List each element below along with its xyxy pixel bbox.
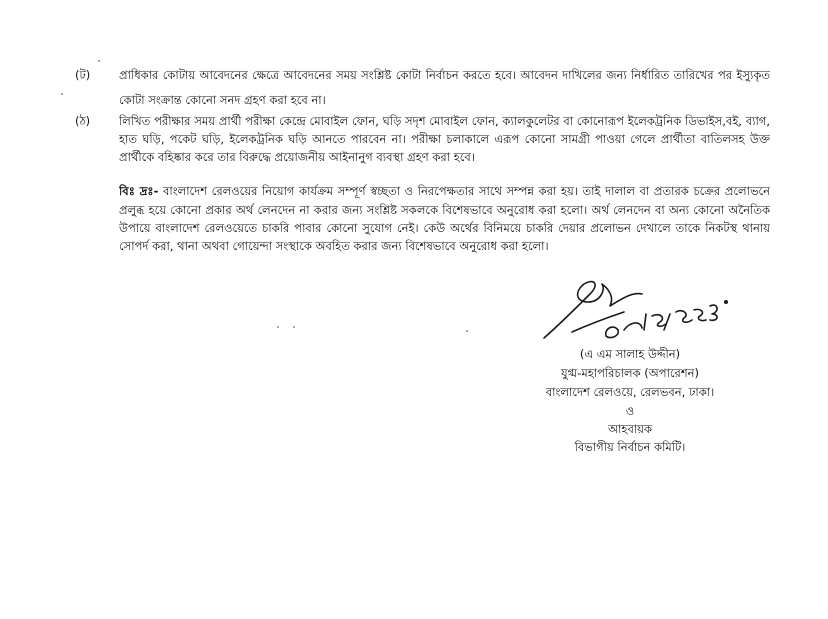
notice-first-line xyxy=(119,183,770,199)
clause-text-line: হাত ঘড়ি, পকেট ঘড়ি, ইলেকট্রনিক ঘড়ি আনতে পারবেন না। পরীক্ষা চলাকালে এরূপ কোনো সামগ্রী পাওয়া গেলে প্রার্থীতা বাতিলসহ উক্ত xyxy=(119,132,770,146)
clause-marker: (ট) xyxy=(75,68,91,82)
notice-text-line: সোপর্দ করা, থানা অথবা গোয়েন্দা সংস্থাকে অবহিত করার জন্য বিশেষভাবে অনুরোধ করা হলো। xyxy=(119,239,549,253)
scan-speck xyxy=(61,93,63,95)
notice-text-line: উপায়ে বাংলাদেশ রেলওয়েতে চাকরি পাবার কোনো সুযোগ নেই। কেউ অর্থের বিনিময়ে চাকরি দেয়ার প্রলোভন দেখালে তাকে নিকটস্থ থানায় xyxy=(119,221,770,235)
clause-text-line: কোটা সংক্রান্ত কোনো সনদ গ্রহণ করা হবে না। xyxy=(119,93,326,107)
scan-speck xyxy=(277,326,279,328)
scan-speck xyxy=(466,330,468,332)
clause-text-line: লিখিত পরীক্ষার সময় প্রার্থী পরীক্ষা কেন্দ্রে মোবাইল ফোন, ঘড়ি সদৃশ মোবাইল ফোন, ক্যালকুলেটর বা কোনোরূপ ইলেকট্রনিক ডিভাইস,বই, ব্যাগ, xyxy=(119,114,770,128)
handwritten-signature xyxy=(530,272,750,344)
clause-marker: (ঠ) xyxy=(75,114,91,128)
notice-label: বিঃ দ্রঃ- xyxy=(119,184,159,198)
scan-speck xyxy=(98,60,100,62)
notice-text-line: বাংলাদেশ রেলওয়ের নিয়োগ কার্যক্রম সম্পূর্ণ স্বচ্ছতা ও নিরপেক্ষতার সাথে সম্পন্ন করা হয়। তাই দালাল বা প্রতারক চক্রের প্রলোভনে xyxy=(158,184,770,198)
signatory-conjunction: ও xyxy=(625,404,635,418)
signatory-committee: বিভাগীয় নির্বাচন কমিটি। xyxy=(574,440,686,454)
signatory-designation: যুগ্ম-মহাপরিচালক (অপারেশন) xyxy=(560,366,699,380)
notice-text-line: প্রলুব্ধ হয়ে কোনো প্রকার অর্থ লেনদেন না করার জন্য সংশ্লিষ্ট সকলকে বিশেষভাবে অনুরোধ করা হলো। অর্থ লেনদেন বা অন্য কোনো অনৈতিক xyxy=(119,203,770,217)
signatory-name: (এ এম সালাহ উদ্দীন) xyxy=(579,347,681,361)
signatory-office: বাংলাদেশ রেলওয়ে, রেলভবন, ঢাকা। xyxy=(545,385,715,399)
clause-text-line: প্রার্থীকে বহিষ্কার করে তার বিরুদ্ধে প্রয়োজনীয় আইনানুগ ব্যবস্থা গ্রহণ করা হবে। xyxy=(119,150,475,164)
scan-speck xyxy=(293,326,295,328)
signatory-role: আহবায়ক xyxy=(607,422,652,436)
clause-text-line: প্রাধিকার কোটায় আবেদনের ক্ষেত্রে আবেদনের সময় সংশ্লিষ্ট কোটা নির্বাচন করতে হবে। আবেদন দাখিলের জন্য নির্ধারিত তারিখের পর ইস্যুকৃত xyxy=(119,68,770,82)
